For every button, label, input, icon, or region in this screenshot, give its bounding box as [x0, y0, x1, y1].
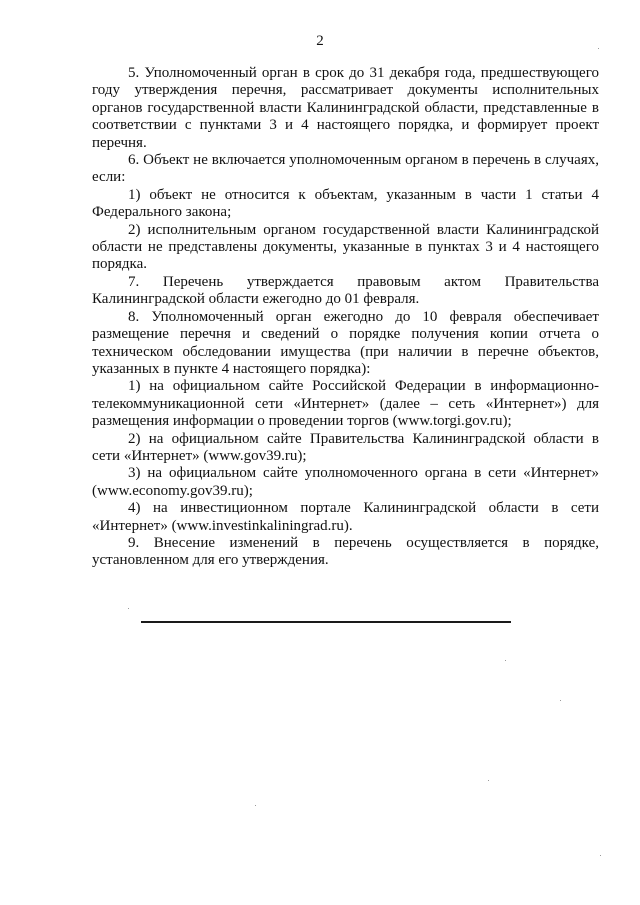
scan-speck — [560, 700, 561, 701]
paragraph-item-6-2: 2) исполнительным органом государственной власти Калининградской области не представлены документы, указанные в пунктах 3 и 4 настоящего порядка. — [92, 221, 599, 273]
scan-speck — [505, 660, 506, 661]
paragraph-item-5: 5. Уполномоченный орган в срок до 31 декабря года, предшествующего году утверждения перечня, рассматривает документы исполнительных органов государственной власти Калининградской области, представленные в соответствии с пунктами 3 и 4 настоящего порядка, и формирует проект перечня. — [92, 65, 599, 151]
paragraph-item-8-3: 3) на официальном сайте уполномоченного органа в сети «Интернет» (www.economy.gov39.ru); — [92, 465, 599, 499]
scan-speck — [255, 805, 256, 806]
document-body — [92, 65, 599, 570]
scan-speck — [128, 608, 129, 609]
scan-speck — [598, 48, 599, 49]
paragraph-item-7: 7. Перечень утверждается правовым актом Правительства Калининградской области ежегодно до 01 февраля. — [92, 273, 599, 308]
paragraph-item-8-2: 2) на официальном сайте Правительства Калининградской области в сети «Интернет» (www.gov39.ru); — [92, 430, 599, 464]
paragraph-item-9: 9. Внесение изменений в перечень осуществляется в порядке, установленном для его утверждения. — [92, 534, 599, 569]
page-number: 2 — [316, 33, 324, 49]
paragraph-item-8-4: 4) на инвестиционном портале Калининградской области в сети «Интернет» (www.investinkaliningrad.ru). — [92, 500, 599, 534]
paragraph-item-8: 8. Уполномоченный орган ежегодно до 10 февраля обеспечивает размещение перечня и сведений о порядке получения копии отчета о техническом обследовании имущества (при наличии в перечне объектов, указанных в пункте 4 настоящего порядка): — [92, 308, 599, 377]
scan-speck — [600, 855, 601, 856]
closing-divider-line — [141, 621, 511, 623]
paragraph-item-6-1: 1) объект не относится к объектам, указанным в части 1 статьи 4 Федерального закона; — [92, 186, 599, 221]
paragraph-item-8-1: 1) на официальном сайте Российской Федерации в информационно-телекоммуникационной сети «Интернет» (далее – сеть «Интернет») для размещения информации о проведении торгов (www.torgi.gov.ru); — [92, 378, 599, 430]
paragraph-item-6: 6. Объект не включается уполномоченным органом в перечень в случаях, если: — [92, 152, 599, 186]
scan-speck — [488, 780, 489, 781]
